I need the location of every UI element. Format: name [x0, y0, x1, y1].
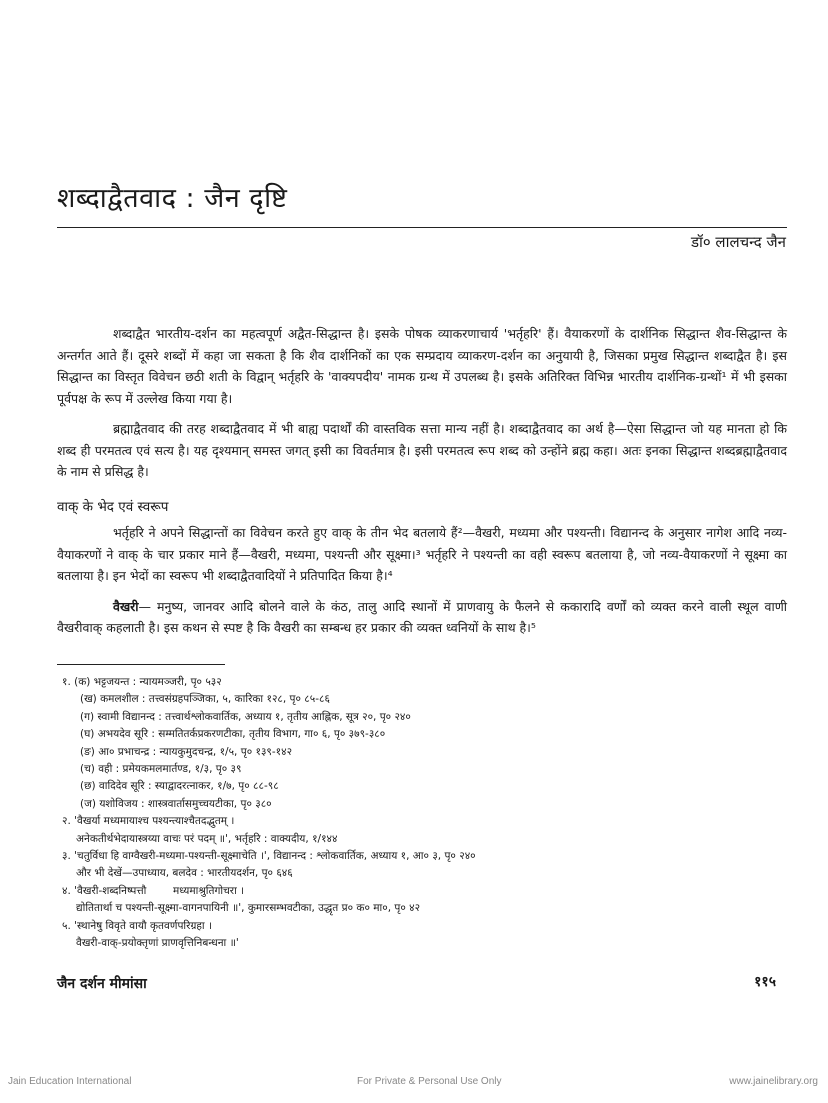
- article-title: शब्दाद्वैतवाद : जैन दृष्टि: [57, 183, 288, 214]
- author-name: डॉ० लालचन्द जैन: [690, 233, 786, 251]
- footnote-line: अनेकतीर्थभेदायास्त्रय्या वाचः परं पदम् ॥', भर्तृहरि : वाक्यदीय, १/१४४: [76, 832, 338, 845]
- footnote-line: (छ) वादिदेव सूरि : स्याद्वादरत्नाकर, १/७, पृ० ८८-९८: [80, 780, 279, 793]
- page-number: ११५: [754, 974, 776, 990]
- vaikhari-text: — मनुष्य, जानवर आदि बोलने वाले के कंठ, तालु आदि स्थानों में प्राणवायु के फैलने से ककारादि वर्णों को व्यक्त करने वाली स्थूल वाणी वैखरीवाक् कहलाती है। इस कथन से स्पष्ट है कि वैखरी का सम्बन्ध हर प्रकार की व्यक्त ध्वनियों के साथ है।⁵: [57, 598, 787, 635]
- website-link[interactable]: www.jainelibrary.org: [729, 1076, 818, 1087]
- footnote-line: (ज) यशोविजय : शास्त्रवार्तासमुच्चयटीका, पृ० ३८०: [80, 797, 272, 810]
- paragraph: भर्तृहरि ने अपने सिद्धान्तों का विवेचन करते हुए वाक् के तीन भेद बतलाये हैं²—वैखरी, मध्यमा और पश्यन्ती। विद्यानन्द के अनुसार नागेश आदि नव्य-वैयाकरणों ने वाक् के चार प्रकार माने हैं—वैखरी, मध्यमा, पश्यन्ती और सूक्ष्मा।³ भर्तृहरि ने पश्यन्ती का वही स्वरूप बतलाया है, जो नव्य-वैयाकरणों ने सूक्ष्मा का बतलाया है। इन भेदों का स्वरूप भी शब्दाद्वैतवादियों ने प्रतिपादित किया है।⁴: [57, 525, 787, 583]
- footnote-line: और भी देखें—उपाध्याय, बलदेव : भारतीयदर्शन, पृ० ६४६: [76, 867, 293, 880]
- footnote-line: २. 'वैखर्या मध्यमायाश्च पश्यन्त्याश्चैतदद्भुतम् ।: [62, 815, 235, 828]
- footnote-line: ४. 'वैखरी-शब्दनिष्पत्तौ मध्यमाश्रुतिगोचरा ।: [62, 884, 245, 897]
- paragraph: ब्रह्माद्वैतवाद की तरह शब्दाद्वैतवाद में भी बाह्य पदार्थों की वास्तविक सत्ता मान्य नहीं है। शब्दाद्वैतवाद का अर्थ है—ऐसा सिद्धान्त जो यह मानता हो कि शब्द ही परमतत्व एवं सत्य है। यह दृश्यमान् समस्त जगत् इसी का विवर्तमात्र है। इसी परमतत्व रूप शब्द को उन्होंने ब्रह्म कहा। अतः इनका सिद्धान्त शब्दब्रह्माद्वैतवाद के नाम से प्रसिद्ध है।: [57, 421, 787, 479]
- paragraph-vaikhari: [57, 596, 787, 639]
- footnote-line: (ग) स्वामी विद्यानन्द : तत्त्वार्थश्लोकवार्तिक, अध्याय १, तृतीय आह्निक, सूत्र २०, पृ० २४०: [80, 710, 411, 723]
- footnote-line: ५. 'स्थानेषु विवृते वायौ कृतवर्णपरिग्रहा ।: [62, 919, 212, 932]
- footnote-line: (ङ) आ० प्रभाचन्द्र : न्यायकुमुदचन्द्र, १/५, पृ० १३९-१४२: [80, 745, 293, 758]
- publisher-text: Jain Education International: [8, 1076, 132, 1087]
- footnote-line: वैखरी-वाक्-प्रयोक्तृणां प्राणवृत्तिनिबन्धना ॥': [76, 937, 239, 950]
- term-vaikhari: वैखरी: [113, 598, 139, 614]
- paragraph: शब्दाद्वैत भारतीय-दर्शन का महत्वपूर्ण अद्वैत-सिद्धान्त है। इसके पोषक व्याकरणाचार्य 'भर्तृहरि' हैं। वैयाकरणों के दार्शनिक सिद्धान्त शैव-सिद्धान्त के अन्तर्गत आते हैं। दूसरे शब्दों में कहा जा सकता है कि शैव दार्शनिकों का एक सम्प्रदाय व्याकरण-दर्शन का अनुयायी है, जिसका प्रमुख सिद्धान्त शब्दाद्वैत है। इस सिद्धान्त का विस्तृत विवेचन छठी शती के विद्वान् भर्तृहरि के 'वाक्यपदीय' नामक ग्रन्थ में उपलब्ध है। इसके अतिरिक्त विभिन्न भारतीय दार्शनिक-ग्रन्थों¹ में भी इसका पूर्वपक्ष के रूप में उल्लेख किया गया है।: [57, 326, 787, 406]
- footnote-line: (ख) कमलशील : तत्त्वसंग्रहपञ्जिका, ५, कारिका १२८, पृ० ८५-८६: [80, 693, 330, 706]
- footnotes: [62, 674, 782, 953]
- footnote-line: (च) वही : प्रमेयकमलमार्तण्ड, १/३, पृ० ३९: [80, 763, 242, 776]
- section-heading: वाक् के भेद एवं स्वरूप: [57, 498, 169, 515]
- footnote-line: ३. 'चतुर्विधा हि वाग्वैखरी-मध्यमा-पश्यन्ती-सूक्ष्माचेति ।', विद्यानन्द : श्लोकवार्तिक, अध्याय १, आ० ३, पृ० २४०: [62, 850, 476, 863]
- title-divider: [57, 227, 787, 228]
- footnote-divider: [57, 664, 225, 665]
- footnote-line: द्योतितार्था च पश्यन्ती-सूक्ष्मा-वागनपायिनी ॥', कुमारसम्भवटीका, उद्धृत प्र० क० मा०, पृ० ४२: [76, 902, 421, 915]
- footnote-line: (घ) अभयदेव सूरि : सम्मतितर्कप्रकरणटीका, तृतीय विभाग, गा० ६, पृ० ३७९-३८०: [80, 728, 386, 741]
- book-title: जैन दर्शन मीमांसा: [57, 976, 147, 992]
- article-body: [57, 323, 787, 648]
- usage-notice: For Private & Personal Use Only: [357, 1076, 502, 1087]
- footnote-line: १. (क) भट्टजयन्त : न्यायमञ्जरी, पृ० ५३२: [62, 676, 222, 688]
